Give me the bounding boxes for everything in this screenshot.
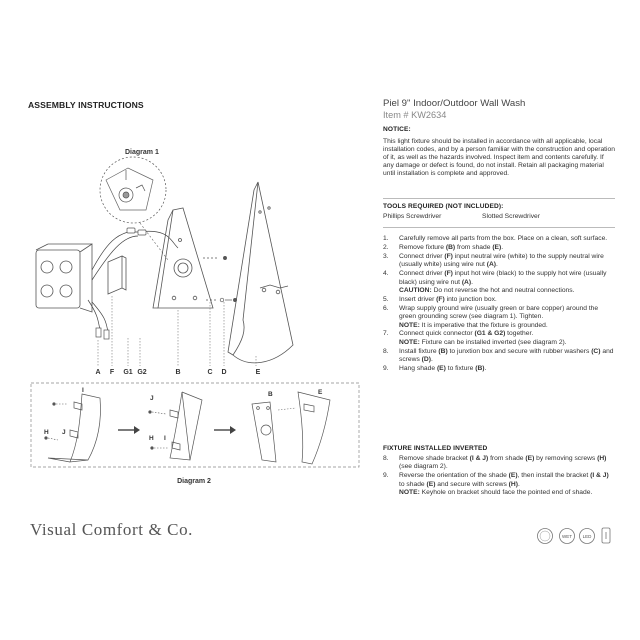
step-number: 5. — [383, 295, 389, 303]
screws-icon — [203, 256, 237, 301]
callout-lines — [98, 296, 256, 366]
step-note-label: NOTE: — [399, 489, 420, 497]
inverted-section — [383, 445, 615, 498]
step-number: 9. — [383, 365, 389, 373]
step-item — [383, 455, 615, 472]
step-text: Insert driver (F) into junction box. — [399, 295, 497, 303]
step-number: 2. — [383, 243, 389, 251]
step-note-label: NOTE: — [399, 321, 420, 329]
step-item — [383, 253, 615, 270]
notice-body: This light fixture should be installed in accordance with all applicable, local installation codes, and by a person familiar with the construction and operation of it, as well as the hazards involved. Inspect item and contents carefully. If any damage or defect is found, do not install. Retain all packaging material until installation is complete and approved. — [383, 138, 615, 178]
driver-icon — [108, 256, 126, 294]
step-item — [383, 305, 615, 330]
step-text: Connect driver (F) input neutral wire (white) to the supply neutral wire (usually white) using wire nut (A). — [399, 252, 604, 269]
step-text: Install fixture (B) to junxtion box and secure with rubber washers (C) and screws (D). — [399, 347, 614, 364]
callout-lines — [278, 408, 296, 410]
divider — [383, 227, 615, 228]
step-text: Remove fixture (B) from shade (E). — [399, 243, 504, 251]
arrow-right-icon — [118, 426, 140, 434]
tool-phillips: Phillips Screwdriver — [383, 213, 442, 220]
part-label-a: A — [95, 369, 101, 376]
divider — [383, 198, 615, 199]
wet-badge-icon — [560, 529, 575, 544]
step-item — [383, 235, 615, 243]
step-text: Reverse the orientation of the shade (E), then install the bracket (I & J) to shade (E) and secure with screws (H). — [399, 472, 609, 488]
step-item — [383, 348, 615, 365]
step-note — [399, 489, 615, 497]
quick-connector-icon — [96, 328, 109, 339]
arrow-right-icon — [214, 426, 236, 434]
step-number: 8. — [383, 347, 389, 355]
step-text: Remove shade bracket (I & J) from shade (E) by removing screws (H) (see diagram 2). — [399, 455, 607, 471]
notice-heading: NOTICE: — [383, 126, 411, 133]
d2-label-i1: I — [82, 387, 84, 394]
d2-label-h1: H — [44, 429, 49, 436]
step-number: 3. — [383, 252, 389, 260]
d2-label-j1: J — [62, 429, 66, 436]
step-number: 8. — [383, 455, 389, 462]
shade-inverted-icon — [298, 392, 330, 464]
tool-slotted: Slotted Screwdriver — [482, 213, 540, 220]
part-label-b: B — [175, 369, 181, 376]
d2-label-h2: H — [149, 435, 154, 442]
fixture-inverted-icon — [252, 402, 276, 462]
steps-list — [383, 235, 615, 374]
diagram-1-label: Diagram 1 — [125, 149, 159, 156]
step-note-text: Keyhole on bracket should face the pointed end of shade. — [421, 489, 593, 497]
step-text: Carefully remove all parts from the box. Place on a clean, soft surface. — [399, 235, 608, 242]
step-text: Connect quick connector (G1 & G2) together. — [399, 330, 534, 338]
d2-label-b: B — [268, 391, 273, 398]
step-text: Hang shade (E) to fixture (B). — [399, 365, 487, 373]
step-item — [383, 296, 615, 304]
tools-heading: TOOLS REQUIRED (NOT INCLUDED): — [383, 203, 504, 210]
step-item — [383, 270, 615, 295]
part-label-e: E — [255, 369, 261, 376]
part-label-f: F — [109, 369, 115, 376]
part-label-g2: G2 — [137, 369, 147, 376]
certification-badges — [536, 525, 616, 547]
step-item — [383, 365, 615, 373]
brand-logo: Visual Comfort & Co. — [30, 520, 194, 539]
item-number: Item # KW2634 — [383, 110, 447, 120]
step-note-label: NOTE: — [399, 338, 420, 346]
step-text: Connect driver (F) input hot wire (black) to the supply hot wire (usually black) using wire nut (A). — [399, 270, 607, 286]
diagram-2-label: Diagram 2 — [177, 478, 211, 485]
part-label-c: C — [207, 369, 213, 376]
junction-box-icon — [36, 244, 92, 312]
step-note-text: Do not reverse the hot and neutral connections. — [433, 286, 575, 294]
inverted-heading: FIXTURE INSTALLED INVERTED — [383, 445, 488, 452]
wet-badge-label: WET — [562, 534, 572, 539]
led-badge-icon — [580, 529, 595, 544]
product-title: Piel 9" Indoor/Outdoor Wall Wash — [383, 98, 526, 109]
d2-label-e: E — [318, 389, 323, 396]
step-item — [383, 244, 615, 252]
etl-badge-icon — [538, 529, 553, 544]
d2-label-j2: J — [150, 395, 154, 402]
step-note-label: CAUTION: — [399, 286, 432, 294]
wire-nut-icon — [127, 228, 146, 235]
assembly-instructions-heading: ASSEMBLY INSTRUCTIONS — [28, 100, 144, 110]
part-label-g1: G1 — [123, 369, 133, 376]
step-number: 9. — [383, 472, 389, 480]
shade-original-icon — [48, 394, 101, 462]
d2-label-i2: I — [164, 435, 166, 442]
step-number: 4. — [383, 270, 389, 278]
dimmer-badge-icon — [602, 528, 610, 543]
step-number: 1. — [383, 235, 389, 242]
shade-reversed-icon — [170, 392, 202, 460]
step-item — [383, 330, 615, 347]
step-item — [383, 472, 615, 497]
step-note-text: Fixture can be installed inverted (see diagram 2). — [421, 338, 567, 346]
step-note — [399, 339, 615, 347]
step-note — [399, 287, 615, 295]
diagram-2 — [30, 382, 360, 492]
shade-e-icon — [228, 182, 293, 363]
step-note-text: It is imperative that the fixture is grounded. — [421, 321, 548, 329]
step-number: 7. — [383, 330, 389, 338]
diagram-2-frame — [31, 383, 359, 467]
supply-wires-icon — [88, 231, 178, 332]
screws-icon — [149, 411, 168, 450]
grounding-detail-icon — [100, 157, 166, 223]
diagram-1 — [28, 140, 358, 380]
part-label-d: D — [221, 369, 227, 376]
step-number: 6. — [383, 304, 389, 312]
led-badge-label: LED — [582, 534, 592, 539]
step-note — [399, 322, 615, 330]
step-text: Wrap supply ground wire (usually green or bare copper) around the green grounding screw (see diagram 1). Tighten. — [399, 304, 599, 321]
